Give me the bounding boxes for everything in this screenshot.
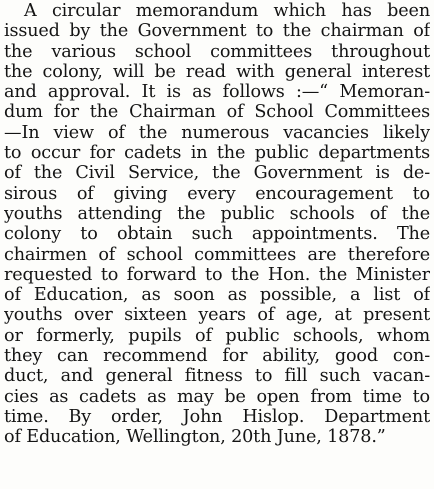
article-line: they can recommend for ability, good con- — [4, 346, 430, 367]
article-line: colony to obtain such appointments. The — [4, 224, 430, 245]
article-line: the colony, will be read with general interest — [4, 61, 430, 82]
article-line: youths over sixteen years of age, at present — [4, 305, 430, 326]
article-line: the various school committees throughout — [4, 41, 430, 62]
article-line: requested to forward to the Hon. the Minister — [4, 264, 430, 285]
article-line: of Education, Wellington, 20th June, 1878.” — [4, 427, 386, 448]
article-line: to occur for cadets in the public departments — [4, 143, 430, 164]
article-line: cies as cadets as may be open from time to — [4, 386, 430, 407]
article-line: duct, and general fitness to fill such vacan- — [4, 366, 430, 387]
article-line: A circular memorandum which has been — [24, 1, 430, 21]
memorandum-article — [4, 1, 430, 448]
article-line: chairmen of school committees are therefore — [4, 244, 430, 265]
article-line: of the Civil Service, the Government is de- — [4, 163, 430, 184]
article-line: dum for the Chairman of School Committees — [4, 102, 430, 123]
article-line: sirous of giving every encouragement to — [4, 183, 430, 204]
article-line: youths attending the public schools of the — [4, 203, 430, 224]
article-line: time. By order, John Hislop. Department — [4, 406, 430, 427]
article-line: —In view of the numerous vacancies likely — [4, 122, 430, 143]
article-line: of Education, as soon as possible, a list of — [4, 285, 430, 306]
article-line: and approval. It is as follows :—“ Memoran- — [4, 82, 430, 103]
article-line: issued by the Government to the chairman of — [4, 21, 430, 42]
article-line: or formerly, pupils of public schools, whom — [4, 325, 430, 346]
